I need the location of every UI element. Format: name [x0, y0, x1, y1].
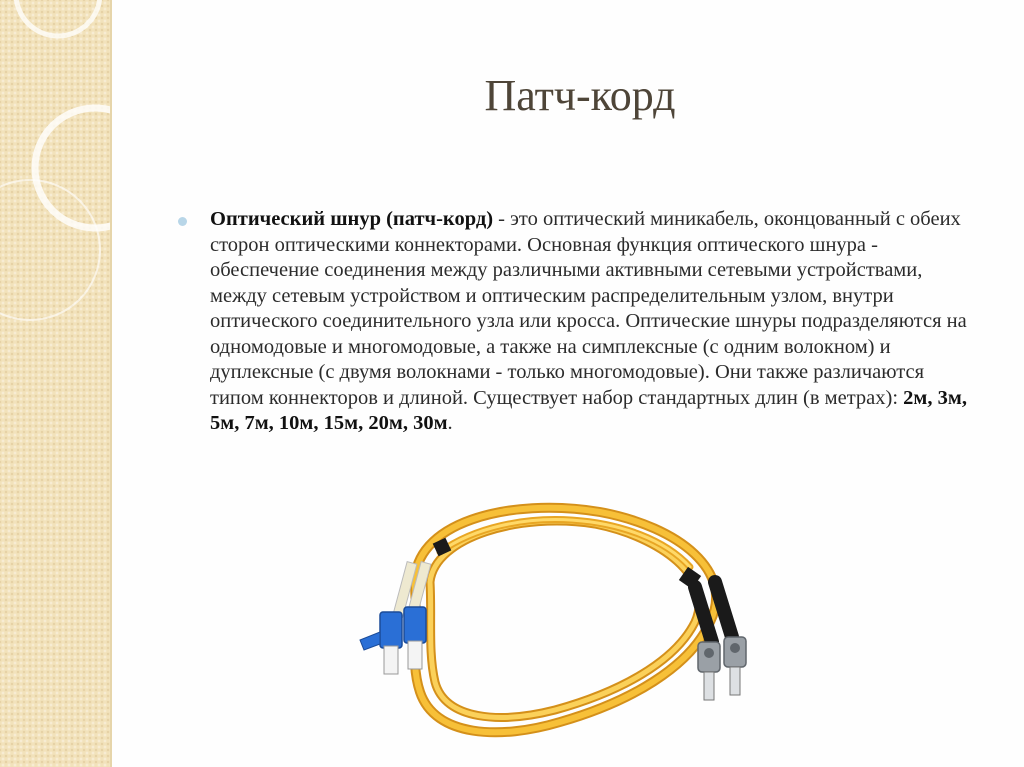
fiber-patch-cord-image	[340, 492, 760, 757]
decorative-side-panel	[0, 0, 110, 767]
lengths-bold: 2м, 3м, 5м, 7м, 10м, 15м, 20м, 30м	[210, 386, 967, 434]
side-divider	[110, 0, 112, 767]
body-paragraph	[178, 207, 978, 437]
term-bold: Оптический шнур (патч-корд)	[210, 208, 494, 230]
content-block	[178, 207, 978, 437]
description-text: - это оптический миникабель, оконцованный с обеих сторон оптическими коннекторами. Основная функция оптического шнура - обеспечение соединения между различными активными сетевыми устройствами, между сетевым устройством и оптическим распределительным узлом, внутри оптического соединительного узла или кросса. Оптические шнуры подразделяются на одномодовые и многомодовые, а также на симплексные (с одним волокном) и дуплексные (с двумя волокнами - только многомодовые). Они также различаются типом коннекторов и длиной. Существует набор стандартных длин (в метрах):	[210, 208, 967, 409]
bullet-dot-icon	[178, 217, 187, 226]
paragraph-end: .	[447, 412, 453, 434]
decorative-circles	[0, 0, 110, 767]
slide-title: Патч-корд	[484, 71, 676, 120]
